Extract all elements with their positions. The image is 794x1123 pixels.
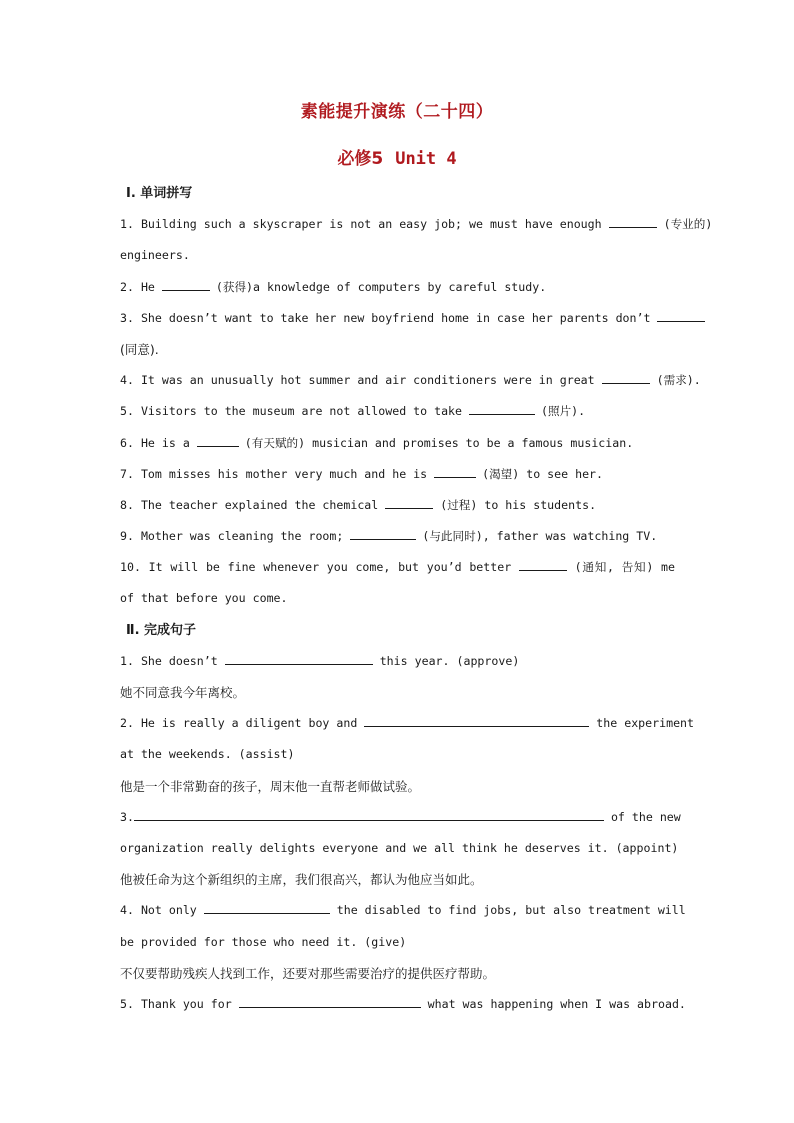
exercise-line: 4. Not only the disabled to find jobs, but also treatment will bbox=[120, 903, 686, 918]
exercise-line: engineers. bbox=[120, 248, 190, 263]
exercise-line: 8. The teacher explained the chemical (过程) to his students. bbox=[120, 497, 597, 512]
exercise-line: 3. of the new bbox=[120, 809, 681, 824]
exercise-line: 2. He is really a diligent boy and the experiment bbox=[120, 716, 695, 731]
exercise-line: be provided for those who need it. (give) bbox=[120, 934, 407, 949]
subtitle-module: 必修5 bbox=[337, 149, 384, 169]
page-subtitle bbox=[0, 144, 794, 169]
answer-blank[interactable] bbox=[204, 902, 330, 914]
exercise-line: 3. She doesn’t want to take her new boyfriend home in case her parents don’t bbox=[120, 303, 675, 334]
answer-blank[interactable] bbox=[162, 279, 210, 291]
page-title: 素能提升演练（二十四） bbox=[300, 102, 494, 122]
answer-blank[interactable] bbox=[519, 559, 567, 571]
subtitle-unit: Unit 4 bbox=[395, 149, 457, 169]
answer-blank[interactable] bbox=[197, 435, 239, 447]
answer-blank[interactable] bbox=[602, 372, 650, 384]
answer-blank[interactable] bbox=[434, 466, 476, 478]
answer-blank[interactable] bbox=[364, 715, 589, 727]
exercise-line: at the weekends. (assist) bbox=[120, 747, 295, 762]
answer-blank[interactable] bbox=[657, 310, 705, 322]
chinese-translation: 他被任命为这个新组织的主席，我们很高兴，都认为他应当如此。 bbox=[120, 872, 483, 888]
answer-blank[interactable] bbox=[134, 809, 604, 821]
answer-blank[interactable] bbox=[385, 497, 433, 509]
exercise-line: of that before you come. bbox=[120, 591, 288, 606]
answer-blank[interactable] bbox=[350, 528, 416, 540]
chinese-translation: 不仅要帮助残疾人找到工作，还要对那些需要治疗的提供医疗帮助。 bbox=[120, 965, 496, 981]
answer-blank[interactable] bbox=[239, 996, 421, 1008]
answer-blank[interactable] bbox=[469, 403, 535, 415]
exercise-line: 5. Visitors to the museum are not allowed to take (照片). bbox=[120, 404, 586, 419]
exercise-line: 2. He (获得)a knowledge of computers by careful study. bbox=[120, 279, 547, 294]
answer-blank[interactable] bbox=[609, 216, 657, 228]
exercise-line: 9. Mother was cleaning the room; (与此同时), father was watching TV. bbox=[120, 529, 658, 544]
exercise-line: 1. Building such a skyscraper is not an easy job; we must have enough (专业的) bbox=[120, 217, 713, 232]
exercise-line: 7. Tom misses his mother very much and he is (渴望) to see her. bbox=[120, 466, 604, 481]
exercise-line: 5. Thank you for what was happening when I was abroad. bbox=[120, 996, 686, 1011]
exercise-line: 4. It was an unusually hot summer and air conditioners were in great (需求). bbox=[120, 373, 701, 388]
section-heading-word-spelling: Ⅰ. 单词拼写 bbox=[126, 186, 193, 201]
exercise-line: 10. It will be fine whenever you come, but you’d better (通知, 告知) me bbox=[120, 560, 676, 575]
exercise-line: organization really delights everyone and we all think he deserves it. (appoint) bbox=[120, 840, 679, 855]
exercise-line: 1. She doesn’t this year. (approve) bbox=[120, 653, 520, 668]
section-heading-complete-sentences: Ⅱ. 完成句子 bbox=[126, 622, 197, 638]
worksheet-body bbox=[120, 178, 713, 1020]
chinese-translation: 她不同意我今年离校。 bbox=[120, 685, 246, 700]
chinese-translation: 他是一个非常勤奋的孩子，周末他一直帮老师做试验。 bbox=[120, 778, 421, 794]
exercise-line: (同意). bbox=[120, 341, 159, 357]
answer-blank[interactable] bbox=[225, 653, 373, 665]
exercise-line: 6. He is a (有天赋的) musician and promises to be a famous musician. bbox=[120, 435, 634, 450]
